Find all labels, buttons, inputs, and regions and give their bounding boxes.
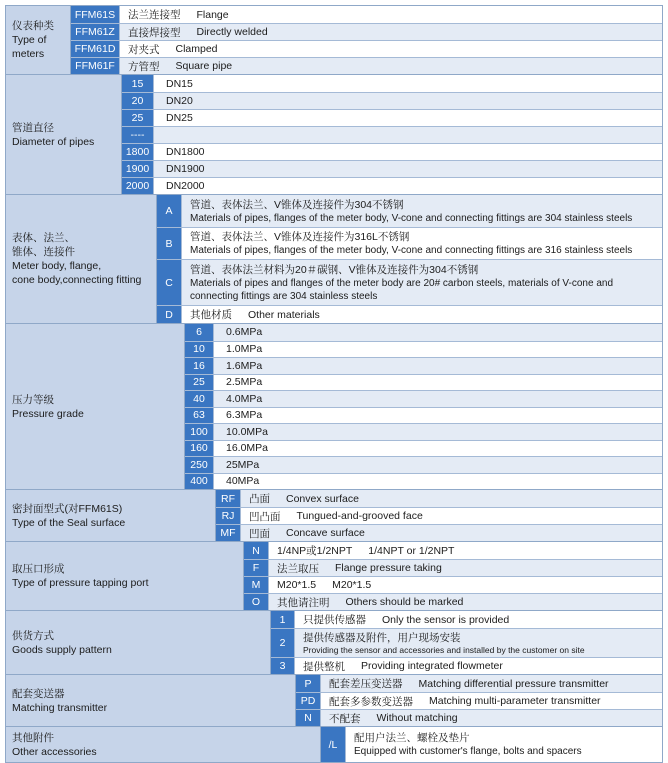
description-english: Convex surface [286,492,359,505]
other-accessories-label-zh: 其他附件 [12,731,54,744]
option-row [216,524,662,541]
meter-body-flange-cone-connecting-label-zh: 表体、法兰、 [12,232,75,244]
diameter-of-pipes-label-en: Diameter of pipes [12,135,95,148]
matching-transmitter-label [6,675,296,726]
pressure-grade-description [214,424,662,440]
description-chinese: 管道、表体法兰、V锥体及连接件为316L不锈钢 [190,231,410,243]
meter-body-flange-cone-connecting-label-en: Meter body, flange, [12,260,102,272]
option-row [122,143,662,160]
description-english: 6.3MPa [226,409,263,422]
pressure-grade-description [214,358,662,374]
pressure-grade-code-cell: 25 [185,375,214,391]
diameter-of-pipes-description [154,93,662,109]
description-chinese: 配套差压变送器 [329,678,403,690]
description-chinese: 只提供传感器 [303,614,366,626]
type-of-meters-code-cell: FFM61D [71,41,120,57]
diameter-of-pipes-code-cell: 20 [122,93,154,109]
section-goods-supply-pattern [6,610,662,674]
description-english: Clamped [175,43,218,55]
meter-body-flange-cone-connecting-description [182,195,662,227]
pressure-grade-code-cell: 63 [185,408,214,424]
option-row [244,542,662,559]
description-english: 1/4NPT or 1/2NPT [368,544,455,557]
other-accessories-description [346,727,662,762]
pressure-grade-code-cell: 400 [185,474,214,490]
option-row [216,490,662,507]
pressure-tapping-port-description [269,594,662,610]
description-english: Tungued-and-grooved face [296,510,423,522]
description-chinese: 法兰取压 [277,562,319,575]
diameter-of-pipes-description [154,161,662,177]
seal-surface-type-label-zh: 密封面型式(对FFM61S) [12,502,123,515]
description-english: 4.0MPa [226,392,263,405]
option-row [157,195,662,227]
description-chinese: 1/4NP或1/2NPT [277,545,353,557]
description-chinese: 配用户法兰、螺栓及垫片 [354,732,470,744]
option-row [296,709,662,726]
type-of-meters-label-zh: 仪表种类 [12,20,54,32]
seal-surface-type-label [6,490,216,541]
option-row [244,593,662,610]
option-row [71,6,662,23]
description-english: Without matching [376,712,458,724]
type-of-meters-code-cell: FFM61Z [71,24,120,40]
section-seal-surface-type [6,489,662,541]
option-row [321,727,662,762]
matching-transmitter-code-cell: P [296,675,321,692]
seal-surface-type-code-cell: RJ [216,508,241,524]
description-english: DN25 [166,112,193,124]
pressure-grade-code-cell: 6 [185,324,214,341]
description-chinese: M20*1.5 [277,579,317,591]
pressure-tapping-port-label-zh: 取压口形成 [12,563,65,575]
pressure-grade-description [214,391,662,407]
option-row [185,423,662,440]
description-english: Square pipe [175,60,233,72]
seal-surface-type-code-cell: RF [216,490,241,507]
description-english: Flange pressure taking [335,562,442,574]
description-chinese: 不配套 [329,712,361,725]
option-row [271,628,662,657]
meter-body-flange-cone-connecting-description [182,306,662,323]
description-english: 40MPa [226,475,260,488]
seal-surface-type-description [241,525,662,541]
type-of-meters-code-cell: FFM61S [71,6,120,23]
matching-transmitter-description [321,710,662,726]
diameter-of-pipes-label [6,75,122,194]
meter-body-flange-cone-connecting-code-cell: C [157,260,182,305]
option-row [122,177,662,194]
diameter-of-pipes-code-cell: 1800 [122,144,154,160]
type-of-meters-description [120,6,662,23]
option-row [296,675,662,692]
option-row [271,657,662,674]
description-chinese: 对夹式 [128,43,160,56]
option-row [296,692,662,709]
pressure-grade-code-cell: 16 [185,358,214,374]
option-row [122,160,662,177]
description-english: DN15 [166,77,193,90]
option-row [71,23,662,40]
pressure-grade-label-en: Pressure grade [12,407,84,420]
diameter-of-pipes-description [154,178,662,194]
goods-supply-pattern-code-cell: 2 [271,629,295,657]
description-english: Others should be marked [345,596,464,608]
diameter-of-pipes-code-cell: 2000 [122,178,154,194]
type-of-meters-code-cell: FFM61F [71,58,120,74]
option-row [244,576,662,593]
description-english: Flange [196,8,229,21]
description-english: Other materials [248,308,320,321]
other-accessories-label [6,727,321,762]
diameter-of-pipes-code-cell: 25 [122,110,154,126]
pressure-grade-code-cell: 100 [185,424,214,440]
goods-supply-pattern-label-en: Goods supply pattern [12,643,112,656]
pressure-grade-code-cell: 250 [185,457,214,473]
goods-supply-pattern-description [295,611,662,628]
pressure-grade-description [214,342,662,358]
section-diameter-of-pipes [6,74,662,194]
diameter-of-pipes-rows [122,75,662,194]
type-of-meters-label-en: meters [12,48,45,60]
goods-supply-pattern-code-cell: 1 [271,611,295,628]
description-chinese: 直接焊接型 [128,26,181,39]
description-chinese: 凹面 [249,527,270,540]
pressure-grade-code-cell: 160 [185,441,214,457]
description-english: 16.0MPa [226,442,269,455]
option-row [122,75,662,92]
description-chinese: 管道、表体法兰、V锥体及连接件为304不锈钢 [190,198,404,211]
option-row [157,227,662,259]
meter-body-flange-cone-connecting-code-cell: D [157,306,182,323]
description-english: Materials of pipes and flanges of the meter body are 20# carbon steels, materials of V-cone and connecting fittings are 304 stainless steels [190,277,614,302]
description-english: Matching multi-parameter transmitter [429,695,601,707]
type-of-meters-label-en: Type of [12,34,47,46]
pressure-grade-description [214,474,662,490]
goods-supply-pattern-label [6,611,271,674]
option-row [185,324,662,341]
meter-body-flange-cone-connecting-description [182,228,662,259]
matching-transmitter-rows [296,675,662,726]
meter-body-flange-cone-connecting-description [182,260,662,305]
option-row [216,507,662,524]
goods-supply-pattern-code-cell: 3 [271,658,295,674]
option-row [185,440,662,457]
description-chinese: 凹凸面 [249,510,281,523]
section-meter-body-flange-cone-connecting [6,194,662,323]
other-accessories-rows [321,727,662,762]
description-english: 1.0MPa [226,343,263,356]
description-english: 10.0MPa [226,425,269,438]
pressure-tapping-port-label-en: Type of pressure tapping port [12,577,149,589]
seal-surface-type-description [241,508,662,524]
description-chinese: 配套多参数变送器 [329,695,413,708]
meter-body-flange-cone-connecting-code-cell: A [157,195,182,227]
diameter-of-pipes-description [154,127,662,143]
matching-transmitter-description [321,693,662,709]
option-row [157,305,662,323]
pressure-grade-code-cell: 10 [185,342,214,358]
option-row [185,357,662,374]
type-of-meters-description [120,41,662,57]
diameter-of-pipes-description [154,110,662,126]
diameter-of-pipes-code-cell: ---- [122,127,154,143]
description-english: 25MPa [226,458,260,471]
section-other-accessories [6,726,662,762]
description-english: Materials of pipes, flanges of the meter body, V-cone and connecting fittings are 304 stainless steels [190,212,633,224]
pressure-tapping-port-description [269,560,662,576]
diameter-of-pipes-description [154,75,662,92]
pressure-grade-description [214,441,662,457]
description-english: DN1900 [166,163,205,175]
meter-body-flange-cone-connecting-code-cell: B [157,228,182,259]
description-chinese: 其他材质 [190,309,232,321]
seal-surface-type-rows [216,490,662,541]
option-row [185,341,662,358]
description-chinese: 其他请注明 [277,596,330,609]
option-row [185,456,662,473]
description-english: Concave surface [286,527,365,539]
seal-surface-type-label-en: Type of the Seal surface [12,516,126,529]
diameter-of-pipes-code-cell: 15 [122,75,154,92]
section-pressure-tapping-port [6,541,662,610]
type-of-meters-rows [71,6,662,74]
pressure-tapping-port-rows [244,542,662,610]
description-english: Materials of pipes, flanges of the meter body, V-cone and connecting fittings are 316 stainless steels [190,245,633,256]
option-row [271,611,662,628]
option-row [185,473,662,490]
diameter-of-pipes-code-cell: 1900 [122,161,154,177]
section-matching-transmitter [6,674,662,726]
pressure-tapping-port-code-cell: O [244,594,269,610]
pressure-grade-label [6,324,185,489]
description-english: Equipped with customer's flange, bolts and spacers [354,746,582,757]
description-chinese: 法兰连接型 [128,9,181,21]
seal-surface-type-code-cell: MF [216,525,241,541]
description-english: Providing integrated flowmeter [361,660,503,672]
pressure-tapping-port-code-cell: N [244,542,269,559]
description-english: M20*1.5 [332,579,372,591]
section-pressure-grade [6,323,662,489]
matching-transmitter-label-en: Matching transmitter [12,701,108,714]
pressure-tapping-port-description [269,542,662,559]
type-of-meters-description [120,58,662,74]
pressure-tapping-port-description [269,577,662,593]
pressure-grade-description [214,408,662,424]
description-english: Matching differential pressure transmitter [418,677,609,690]
description-english: 1.6MPa [226,359,263,372]
description-english: DN2000 [166,180,205,192]
matching-transmitter-code-cell: N [296,710,321,726]
description-chinese: 凸面 [249,493,270,505]
pressure-grade-code-cell: 40 [185,391,214,407]
description-chinese: 提供整机 [303,660,345,673]
matching-transmitter-label-zh: 配套变送器 [12,687,65,700]
meter-body-flange-cone-connecting-label-zh: 锥体、连接件 [12,246,75,258]
other-accessories-label-en: Other accessories [12,745,97,758]
matching-transmitter-code-cell: PD [296,693,321,709]
description-english: 0.6MPa [226,326,263,339]
option-row [185,407,662,424]
type-of-meters-label [6,6,71,74]
goods-supply-pattern-description [295,629,662,657]
description-english: 2.5MPa [226,376,263,389]
option-row [122,109,662,126]
option-row [122,92,662,109]
description-english: DN20 [166,95,193,107]
goods-supply-pattern-description [295,658,662,674]
matching-transmitter-description [321,675,662,692]
description-english: Only the sensor is provided [382,613,510,626]
option-row [185,390,662,407]
option-row [71,40,662,57]
other-accessories-code-cell: /L [321,727,346,762]
pressure-tapping-port-code-cell: M [244,577,269,593]
description-chinese: 管道、表体法兰材料为20＃碳钢、V锥体及连接件为304不锈钢 [190,263,479,276]
section-type-of-meters [6,6,662,74]
option-row [185,374,662,391]
model-selection-spec-table [5,5,663,763]
pressure-grade-description [214,375,662,391]
option-row [157,259,662,305]
meter-body-flange-cone-connecting-label [6,195,157,323]
description-english: Directly welded [196,26,268,38]
pressure-grade-label-zh: 压力等级 [12,393,54,406]
meter-body-flange-cone-connecting-rows [157,195,662,323]
meter-body-flange-cone-connecting-label-en: cone body,connecting fitting [12,274,142,286]
diameter-of-pipes-label-zh: 管道直径 [12,121,54,134]
goods-supply-pattern-label-zh: 供货方式 [12,629,54,642]
description-english: Providing the sensor and accessories and installed by the customer on site [303,645,585,655]
type-of-meters-description [120,24,662,40]
pressure-grade-description [214,324,662,341]
diameter-of-pipes-description [154,144,662,160]
description-chinese: 方管型 [128,60,160,73]
option-row [244,559,662,576]
pressure-tapping-port-code-cell: F [244,560,269,576]
description-english: DN1800 [166,146,205,158]
pressure-grade-rows [185,324,662,489]
goods-supply-pattern-rows [271,611,662,674]
seal-surface-type-description [241,490,662,507]
pressure-tapping-port-label [6,542,244,610]
option-row [71,57,662,74]
description-chinese: 提供传感器及附件，用户现场安装 [303,632,461,644]
option-row [122,126,662,143]
pressure-grade-description [214,457,662,473]
